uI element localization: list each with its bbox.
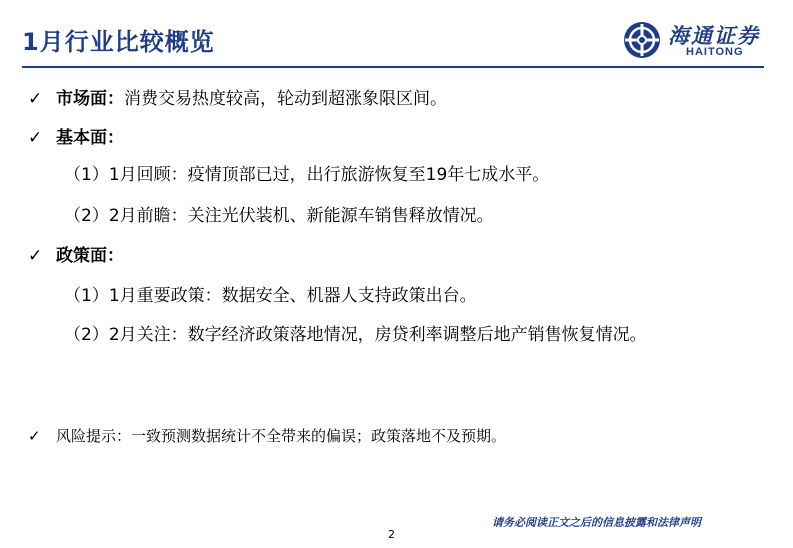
risk-warning xyxy=(28,425,506,446)
check-mark-icon: ✓ xyxy=(28,246,43,266)
fundamental-label: 基本面： xyxy=(56,128,124,148)
fundamental-item: （1）1月回顾：疫情顶部已过，出行旅游恢复至19年七成水平。 xyxy=(64,165,550,185)
check-mark-icon: ✓ xyxy=(28,89,43,109)
logo-english-name: HAITONG xyxy=(686,46,744,58)
market-line xyxy=(28,84,447,109)
company-logo xyxy=(622,18,782,62)
risk-text: 风险提示：一致预测数据统计不全带来的偏误；政策落地不及预期。 xyxy=(56,427,507,445)
market-text: 消费交易热度较高，轮动到超涨象限区间。 xyxy=(124,89,447,109)
policy-item: （2）2月关注：数字经济政策落地情况，房贷利率调整后地产销售恢复情况。 xyxy=(64,325,647,345)
haitong-logo-mark-icon xyxy=(622,20,662,60)
header-divider xyxy=(22,66,764,68)
policy-item: （1）1月重要政策：数据安全、机器人支持政策出台。 xyxy=(64,286,477,306)
fundamental-heading xyxy=(28,123,124,148)
logo-chinese-name: 海通证券 xyxy=(668,23,760,48)
check-mark-icon: ✓ xyxy=(28,427,41,445)
page-title: 1月行业比较概览 xyxy=(22,28,215,56)
market-label: 市场面： xyxy=(56,89,124,109)
policy-label: 政策面： xyxy=(56,246,124,266)
fundamental-item: （2）2月前瞻：关注光伏装机、新能源车销售释放情况。 xyxy=(64,206,494,226)
check-mark-icon: ✓ xyxy=(28,128,43,148)
page-number: 2 xyxy=(388,528,395,541)
legal-disclaimer: 请务必阅读正文之后的信息披露和法律声明 xyxy=(492,516,701,529)
policy-heading xyxy=(28,241,124,266)
